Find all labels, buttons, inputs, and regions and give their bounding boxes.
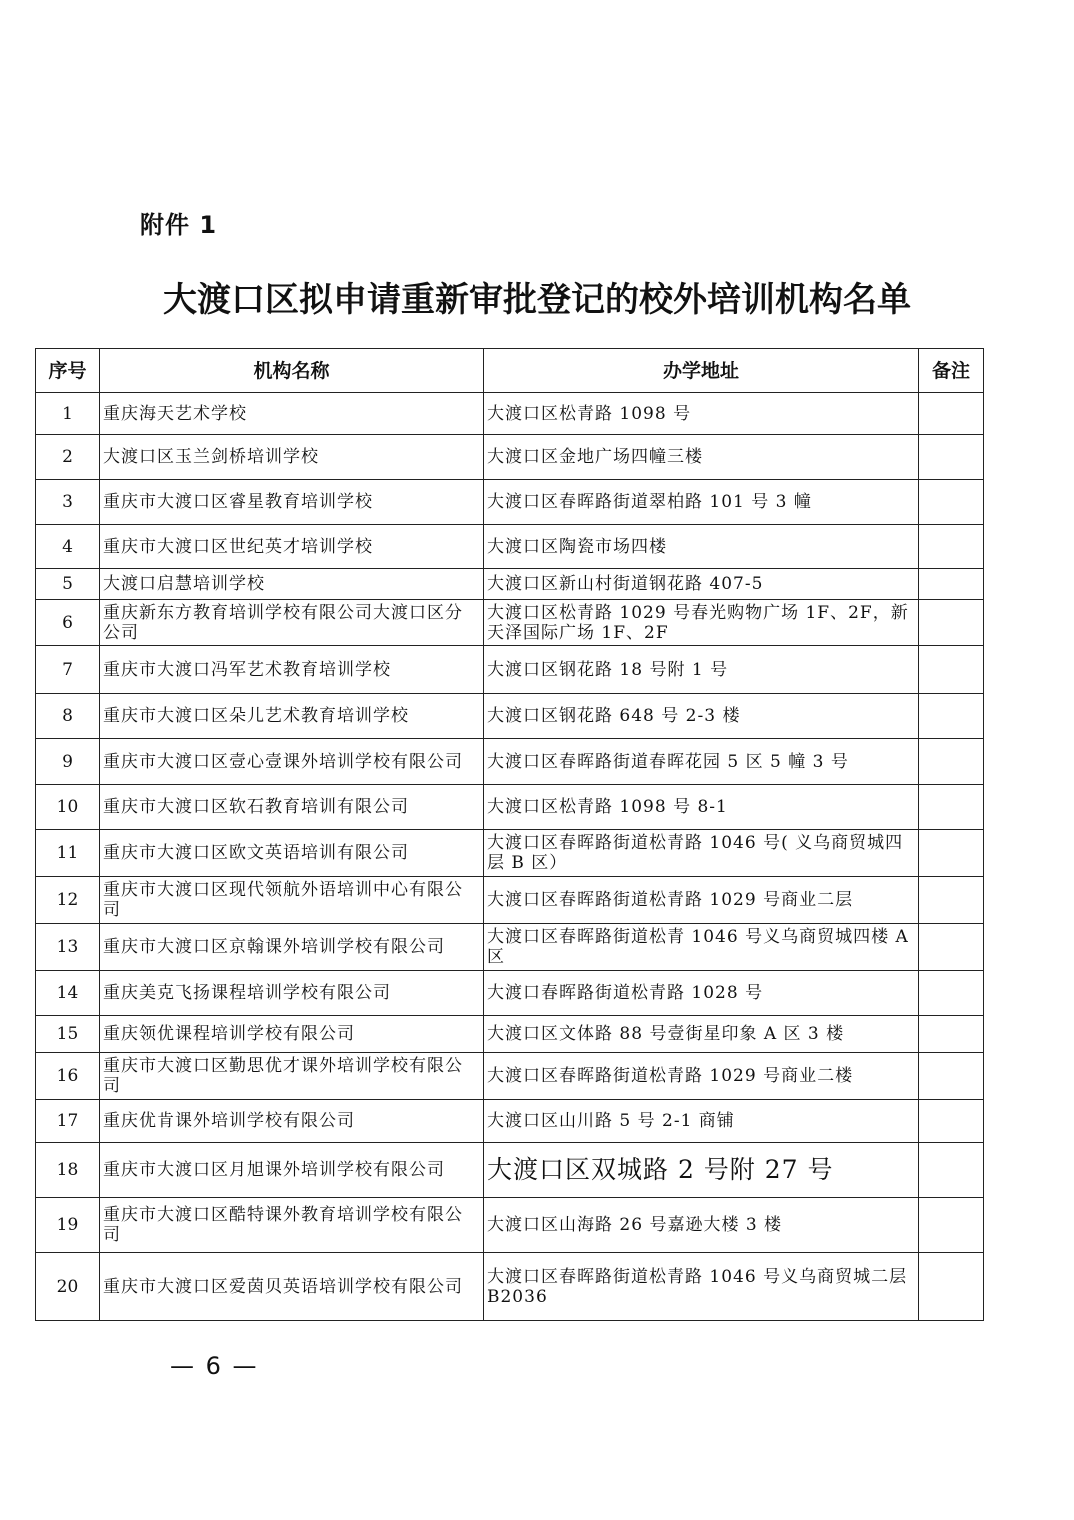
table-row: [36, 435, 984, 480]
table-row: [36, 739, 984, 785]
header-remark: 备注: [919, 349, 984, 393]
table-header-row: [36, 349, 984, 393]
row-address: 大渡口区春晖路街道春晖花园 5 区 5 幢 3 号: [484, 739, 919, 785]
row-address: 大渡口区春晖路街道松青路 1046 号( 义乌商贸城四层 B 区）: [484, 830, 919, 877]
row-remark: [919, 435, 984, 480]
row-remark: [919, 1100, 984, 1143]
row-remark: [919, 785, 984, 830]
row-remark: [919, 480, 984, 525]
row-address: 大渡口区松青路 1098 号: [484, 393, 919, 435]
row-name: 重庆海天艺术学校: [100, 393, 484, 435]
row-name: 重庆市大渡口区软石教育培训有限公司: [100, 785, 484, 830]
table-row: [36, 830, 984, 877]
row-address: 大渡口区春晖路街道松青 1046 号义乌商贸城四楼 A 区: [484, 924, 919, 971]
row-remark: [919, 694, 984, 739]
header-seq: 序号: [36, 349, 100, 393]
row-name: 重庆市大渡口冯军艺术教育培训学校: [100, 646, 484, 694]
table-row: [36, 600, 984, 646]
table-row: [36, 393, 984, 435]
row-remark: [919, 877, 984, 924]
document-title: 大渡口区拟申请重新审批登记的校外培训机构名单: [163, 280, 911, 320]
row-address: 大渡口区双城路 2 号附 27 号: [484, 1143, 919, 1198]
row-seq: 5: [36, 569, 100, 600]
row-seq: 18: [36, 1143, 100, 1198]
row-seq: 11: [36, 830, 100, 877]
row-address: 大渡口区陶瓷市场四楼: [484, 525, 919, 569]
table-row: [36, 480, 984, 525]
row-name: 重庆市大渡口区世纪英才培训学校: [100, 525, 484, 569]
header-name: 机构名称: [100, 349, 484, 393]
row-seq: 12: [36, 877, 100, 924]
row-address: 大渡口区文体路 88 号壹街星印象 A 区 3 楼: [484, 1016, 919, 1053]
row-remark: [919, 646, 984, 694]
table-row: [36, 525, 984, 569]
table-row: [36, 1016, 984, 1053]
row-address: 大渡口区新山村街道钢花路 407-5: [484, 569, 919, 600]
row-remark: [919, 1053, 984, 1100]
table-row: [36, 646, 984, 694]
row-address: 大渡口区山海路 26 号嘉逊大楼 3 楼: [484, 1198, 919, 1253]
row-address: 大渡口区金地广场四幢三楼: [484, 435, 919, 480]
row-name: 重庆市大渡口区京翰课外培训学校有限公司: [100, 924, 484, 971]
row-name: 重庆市大渡口区酷特课外教育培训学校有限公司: [100, 1198, 484, 1253]
row-seq: 3: [36, 480, 100, 525]
row-seq: 13: [36, 924, 100, 971]
row-address: 大渡口区钢花路 18 号附 1 号: [484, 646, 919, 694]
row-name: 重庆市大渡口区欧文英语培训有限公司: [100, 830, 484, 877]
row-remark: [919, 1253, 984, 1321]
institution-table: [35, 348, 984, 1321]
row-remark: [919, 1143, 984, 1198]
table-row: [36, 1053, 984, 1100]
row-seq: 6: [36, 600, 100, 646]
row-seq: 16: [36, 1053, 100, 1100]
row-remark: [919, 924, 984, 971]
row-remark: [919, 525, 984, 569]
row-name: 重庆市大渡口区朵儿艺术教育培训学校: [100, 694, 484, 739]
row-remark: [919, 1016, 984, 1053]
row-name: 重庆优肯课外培训学校有限公司: [100, 1100, 484, 1143]
row-name: 大渡口区玉兰剑桥培训学校: [100, 435, 484, 480]
row-name: 重庆市大渡口区睿星教育培训学校: [100, 480, 484, 525]
row-seq: 7: [36, 646, 100, 694]
row-name: 重庆领优课程培训学校有限公司: [100, 1016, 484, 1053]
header-address: 办学地址: [484, 349, 919, 393]
row-address: 大渡口区松青路 1029 号春光购物广场 1F、2F，新天泽国际广场 1F、2F: [484, 600, 919, 646]
row-name: 大渡口启慧培训学校: [100, 569, 484, 600]
table-row: [36, 1100, 984, 1143]
row-name: 重庆市大渡口区壹心壹课外培训学校有限公司: [100, 739, 484, 785]
table-row: [36, 1143, 984, 1198]
row-address: 大渡口区钢花路 648 号 2-3 楼: [484, 694, 919, 739]
row-remark: [919, 971, 984, 1016]
row-seq: 20: [36, 1253, 100, 1321]
row-address: 大渡口区山川路 5 号 2-1 商铺: [484, 1100, 919, 1143]
table-row: [36, 877, 984, 924]
row-seq: 4: [36, 525, 100, 569]
table-row: [36, 569, 984, 600]
row-remark: [919, 739, 984, 785]
row-remark: [919, 569, 984, 600]
row-name: 重庆新东方教育培训学校有限公司大渡口区分公司: [100, 600, 484, 646]
row-seq: 19: [36, 1198, 100, 1253]
table-row: [36, 1253, 984, 1321]
row-name: 重庆市大渡口区现代领航外语培训中心有限公司: [100, 877, 484, 924]
row-remark: [919, 1198, 984, 1253]
row-seq: 10: [36, 785, 100, 830]
row-name: 重庆市大渡口区勤思优才课外培训学校有限公司: [100, 1053, 484, 1100]
table-row: [36, 694, 984, 739]
row-name: 重庆市大渡口区月旭课外培训学校有限公司: [100, 1143, 484, 1198]
table-row: [36, 785, 984, 830]
attachment-label: 附件 1: [140, 211, 218, 239]
page-number: — 6 —: [170, 1352, 259, 1380]
row-address: 大渡口区春晖路街道松青路 1046 号义乌商贸城二层 B2036: [484, 1253, 919, 1321]
table-row: [36, 1198, 984, 1253]
row-address: 大渡口春晖路街道松青路 1028 号: [484, 971, 919, 1016]
row-seq: 14: [36, 971, 100, 1016]
row-name: 重庆美克飞扬课程培训学校有限公司: [100, 971, 484, 1016]
row-address: 大渡口区春晖路街道松青路 1029 号商业二楼: [484, 1053, 919, 1100]
row-seq: 15: [36, 1016, 100, 1053]
row-address: 大渡口区松青路 1098 号 8-1: [484, 785, 919, 830]
row-address: 大渡口区春晖路街道松青路 1029 号商业二层: [484, 877, 919, 924]
row-remark: [919, 393, 984, 435]
row-address: 大渡口区春晖路街道翠柏路 101 号 3 幢: [484, 480, 919, 525]
row-seq: 17: [36, 1100, 100, 1143]
row-seq: 1: [36, 393, 100, 435]
row-name: 重庆市大渡口区爱茵贝英语培训学校有限公司: [100, 1253, 484, 1321]
table-row: [36, 971, 984, 1016]
row-seq: 9: [36, 739, 100, 785]
table-row: [36, 924, 984, 971]
row-remark: [919, 830, 984, 877]
row-seq: 2: [36, 435, 100, 480]
row-remark: [919, 600, 984, 646]
row-seq: 8: [36, 694, 100, 739]
